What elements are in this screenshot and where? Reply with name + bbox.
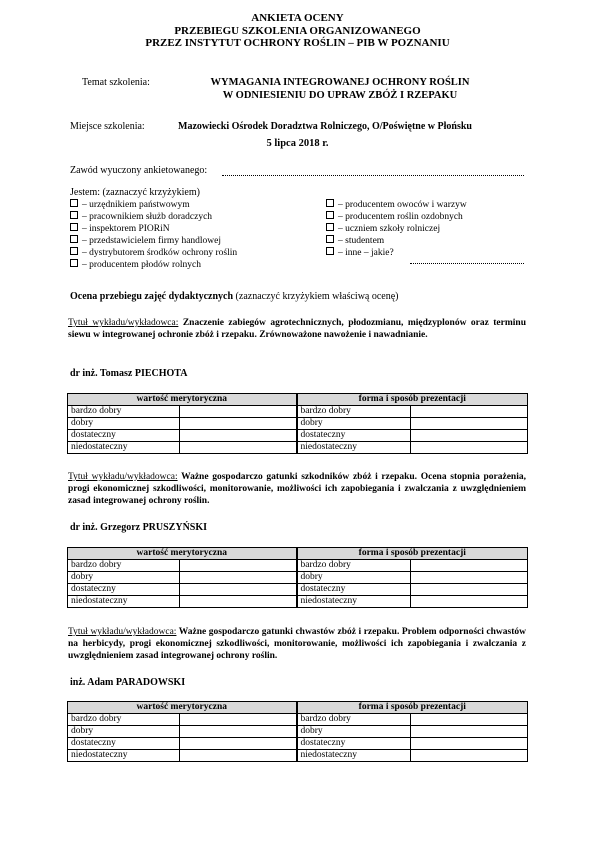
- header-line-3: PRZEZ INSTYTUT OCHRONY ROŚLIN – PIB W POZNANIU: [145, 37, 450, 49]
- rating-cell[interactable]: [411, 572, 528, 584]
- place-value: Mazowiecki Ośrodek Doradztwa Rolniczego, O/Poświętne w Płońsku: [178, 121, 472, 132]
- table-row: dostateczny dostateczny: [68, 430, 528, 442]
- role-label: Jestem: (zaznaczyć krzyżykiem): [70, 187, 200, 198]
- checkbox[interactable]: [326, 235, 334, 243]
- assessment-label: Ocena przebiegu zajęć dydaktycznych (zaznaczyć krzyżykiem właściwą ocenę): [70, 291, 399, 302]
- rating-cell[interactable]: [180, 418, 297, 430]
- header-line-2: PRZEBIEGU SZKOLENIA ORGANIZOWANEGO: [174, 24, 421, 37]
- header-substantive-value: wartość merytoryczna: [68, 394, 297, 406]
- role-option[interactable]: – producentem roślin ozdobnych: [326, 211, 467, 223]
- checkbox[interactable]: [326, 211, 334, 219]
- header-substantive-value: wartość merytoryczna: [68, 548, 297, 560]
- role-option[interactable]: – producentem płodów rolnych: [70, 259, 237, 271]
- table-row: bardzo dobry bardzo dobry: [68, 560, 528, 572]
- checkbox[interactable]: [70, 259, 78, 267]
- lecture-1-lecturer: dr inż. Tomasz PIECHOTA: [70, 368, 188, 379]
- rating-cell[interactable]: [411, 430, 528, 442]
- role-option[interactable]: – inspektorem PIORiN: [70, 223, 237, 235]
- rating-cell[interactable]: [180, 560, 297, 572]
- role-options-right: [326, 199, 467, 259]
- checkbox[interactable]: [326, 247, 334, 255]
- rating-cell[interactable]: [411, 442, 528, 454]
- header-substantive-value: wartość merytoryczna: [68, 702, 297, 714]
- topic-label: Temat szkolenia:: [82, 77, 150, 88]
- rating-cell[interactable]: [180, 406, 297, 418]
- checkbox[interactable]: [70, 235, 78, 243]
- table-row: dobry dobry: [68, 726, 528, 738]
- rating-cell[interactable]: [180, 430, 297, 442]
- role-option[interactable]: – studentem: [326, 235, 467, 247]
- profession-label: Zawód wyuczony ankietowanego:: [70, 165, 208, 176]
- role-options-left: [70, 199, 237, 271]
- header-presentation: forma i sposób prezentacji: [297, 394, 528, 406]
- table-row: dobry dobry: [68, 572, 528, 584]
- role-option[interactable]: – pracownikiem służb doradczych: [70, 211, 237, 223]
- checkbox[interactable]: [70, 247, 78, 255]
- rating-cell[interactable]: [411, 750, 528, 762]
- role-option[interactable]: – przedstawicielem firmy handlowej: [70, 235, 237, 247]
- lecture-2-rating-table: [67, 547, 528, 608]
- checkbox[interactable]: [70, 199, 78, 207]
- rating-cell[interactable]: [411, 596, 528, 608]
- training-date: 5 lipca 2018 r.: [266, 138, 329, 149]
- rating-cell[interactable]: [180, 442, 297, 454]
- rating-cell[interactable]: [411, 726, 528, 738]
- topic-value: [150, 76, 530, 102]
- lecture-2-description: Tytuł wykładu/wykładowca: Ważne gospodarczo gatunki szkodników zbóż i rzepaku. Ocena stopnia porażenia, progi ekonomicznej szkodliwości, monitorowanie, możliwości ich zapobiegania i zwalczania z uwzględnieniem zasad integrowanej ochrony roślin.: [68, 472, 526, 506]
- rating-cell[interactable]: [411, 418, 528, 430]
- lecture-3-description: Tytuł wykładu/wykładowca: Ważne gospodarczo gatunki chwastów zbóż i rzepaku. Problem odporności chwastów na herbicydy, progi ekonomicznej szkodliwości, monitorowanie, możliwości ich zapobiegania i zwalczania z uwzględnieniem zasad integrowanej ochrony roślin.: [68, 627, 526, 661]
- role-option[interactable]: – urzędnikiem państwowym: [70, 199, 237, 211]
- table-row: niedostateczny niedostateczny: [68, 596, 528, 608]
- table-row: dobry dobry: [68, 418, 528, 430]
- other-role-input-line[interactable]: [410, 263, 524, 264]
- rating-cell[interactable]: [411, 714, 528, 726]
- topic-line-2: W ODNIESIENIU DO UPRAW ZBÓŻ I RZEPAKU: [222, 90, 458, 101]
- table-row: dostateczny dostateczny: [68, 738, 528, 750]
- rating-cell[interactable]: [180, 726, 297, 738]
- rating-cell[interactable]: [180, 584, 297, 596]
- profession-input-line[interactable]: [222, 175, 524, 176]
- rating-cell[interactable]: [180, 572, 297, 584]
- table-row: niedostateczny niedostateczny: [68, 442, 528, 454]
- checkbox[interactable]: [70, 211, 78, 219]
- role-option[interactable]: – producentem owoców i warzyw: [326, 199, 467, 211]
- lecture-1-description: Tytuł wykładu/wykładowca: Znaczenie zabiegów agrotechnicznych, płodozmianu, międzyplonów oraz terminu siewu w integrowanej ochronie zbóż i rzepaku. Zrównoważone nawożenie i nawadnianie.: [68, 318, 526, 340]
- lecture-3-rating-table: [67, 701, 528, 762]
- rating-cell[interactable]: [411, 406, 528, 418]
- lecture-3-lecturer: inż. Adam PARADOWSKI: [70, 677, 186, 688]
- place-label: Miejsce szkolenia:: [70, 121, 145, 132]
- topic-line-1: WYMAGANIA INTEGROWANEJ OCHRONY ROŚLIN: [210, 77, 470, 88]
- role-option[interactable]: – uczniem szkoły rolniczej: [326, 223, 467, 235]
- role-option[interactable]: – dystrybutorem środków ochrony roślin: [70, 247, 237, 259]
- checkbox[interactable]: [70, 223, 78, 231]
- checkbox[interactable]: [326, 223, 334, 231]
- rating-cell[interactable]: [180, 714, 297, 726]
- table-row: niedostateczny niedostateczny: [68, 750, 528, 762]
- header-presentation: forma i sposób prezentacji: [297, 548, 528, 560]
- rating-cell[interactable]: [180, 738, 297, 750]
- header-presentation: forma i sposób prezentacji: [297, 702, 528, 714]
- lecture-1-rating-table: [67, 393, 528, 454]
- table-row: dostateczny dostateczny: [68, 584, 528, 596]
- checkbox[interactable]: [326, 199, 334, 207]
- rating-cell[interactable]: [411, 738, 528, 750]
- rating-cell[interactable]: [411, 584, 528, 596]
- rating-cell[interactable]: [411, 560, 528, 572]
- lecture-2-lecturer: dr inż. Grzegorz PRUSZYŃSKI: [70, 522, 208, 533]
- table-row: bardzo dobry bardzo dobry: [68, 714, 528, 726]
- table-row: bardzo dobry bardzo dobry: [68, 406, 528, 418]
- role-option[interactable]: – inne – jakie?: [326, 247, 467, 259]
- header-line-1: ANKIETA OCENY: [251, 12, 344, 24]
- document-header: [0, 12, 595, 50]
- rating-cell[interactable]: [180, 750, 297, 762]
- rating-cell[interactable]: [180, 596, 297, 608]
